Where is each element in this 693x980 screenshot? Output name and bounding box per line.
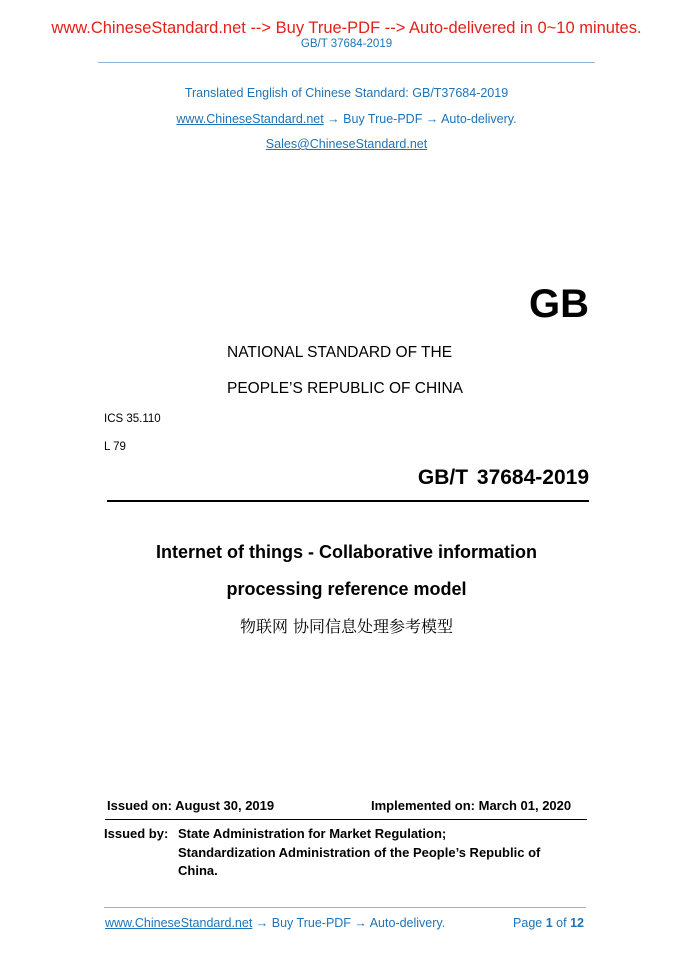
page-total: 12 — [570, 916, 584, 930]
buy-line — [0, 112, 693, 126]
footer-divider — [104, 907, 586, 908]
sales-email-link[interactable]: Sales@ChineseStandard.net — [265, 137, 428, 151]
ics-code: ICS 35.110 — [104, 413, 161, 425]
page-indicator — [513, 916, 584, 930]
top-banner-link[interactable]: www.ChineseStandard.net --> Buy True-PDF --> Auto-delivered in 0~10 minutes. — [51, 19, 642, 37]
site-link[interactable]: www.ChineseStandard.net — [176, 112, 324, 126]
gb-logo: GB — [529, 282, 589, 326]
footer-site-link[interactable]: www.ChineseStandard.net — [105, 916, 253, 930]
page-of: of — [556, 916, 567, 930]
issuer-line2: Standardization Administration of the People’s Republic of — [178, 845, 541, 860]
national-standard-line1: NATIONAL STANDARD OF THE — [227, 344, 453, 361]
page-current: 1 — [545, 916, 553, 930]
page-label: Page — [513, 916, 543, 930]
translated-notice: Translated English of Chinese Standard: GB/T37684-2019 — [184, 86, 509, 100]
issued-on-date: Issued on: August 30, 2019 — [107, 798, 275, 813]
standard-number-divider — [107, 500, 589, 502]
buy-text: → Buy True-PDF → Auto-delivery. — [323, 112, 517, 126]
title-line1: Internet of things - Collaborative information — [155, 542, 537, 562]
ccs-code: L 79 — [104, 441, 126, 453]
title-chinese: 物联网 协同信息处理参考模型 — [239, 617, 454, 636]
issuer-line3: China. — [178, 863, 218, 878]
standard-number: GB/T 37684-2019 — [417, 466, 589, 489]
national-standard-line2: PEOPLE’S REPUBLIC OF CHINA — [227, 380, 464, 397]
header-divider — [98, 62, 595, 63]
dates-divider — [105, 819, 587, 820]
implemented-on-date: Implemented on: March 01, 2020 — [371, 798, 572, 813]
footer-buy-line — [105, 916, 445, 930]
header-standard-code: GB/T 37684-2019 — [300, 38, 393, 50]
footer-buy-text: → Buy True-PDF → Auto-delivery. — [252, 916, 446, 930]
issued-by-label: Issued by: — [104, 826, 169, 841]
issuer-line1: State Administration for Market Regulation; — [178, 826, 447, 841]
title-line2: processing reference model — [226, 579, 467, 599]
